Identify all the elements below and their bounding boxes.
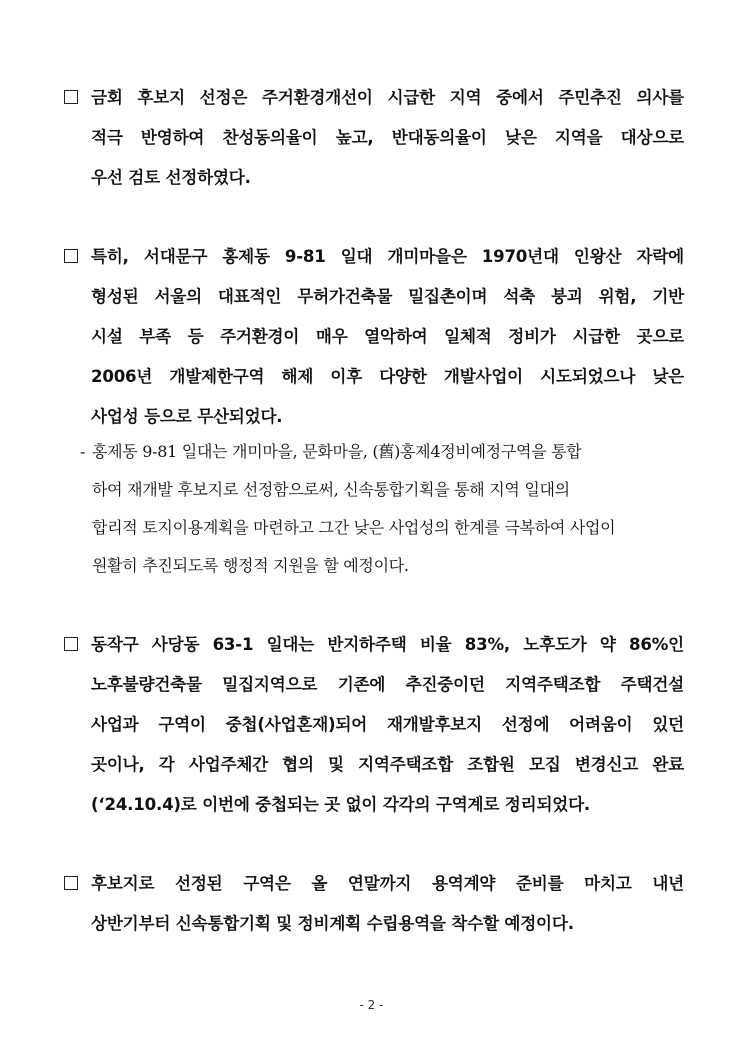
section-4-text-1: 후보지로 선정된 구역은 올 연말까지 용역계약 준비를 마치고 내년	[91, 874, 684, 893]
section-3-line-3	[64, 705, 684, 745]
section-1-text-2: 적극 반영하여 찬성동의율이 높고, 반대동의율이 낮은 지역을 대상으로	[91, 128, 684, 147]
section-2-line-2	[64, 277, 684, 317]
sub-line-3	[80, 509, 684, 547]
section-2-sub-item	[80, 433, 684, 585]
section-4-line-2	[64, 904, 684, 944]
section-3-line-4	[64, 745, 684, 785]
section-1-line-2	[64, 118, 684, 158]
section-4	[64, 864, 684, 944]
section-2	[64, 237, 684, 437]
sub-text-1: 홍제동 9-81 일대는 개미마을, 문화마을, (舊)홍제4정비예정구역을 통합	[92, 442, 582, 461]
section-2-text-2: 형성된 서울의 대표적인 무허가건축물 밀집촌이며 석축 붕괴 위험, 기반	[91, 287, 684, 306]
checkbox-bullet-icon	[64, 637, 78, 651]
section-3-text-2: 노후불량건축물 밀집지역으로 기존에 추진중이던 지역주택조합 주택건설	[91, 675, 684, 694]
section-2-line-5	[64, 397, 684, 437]
sub-text-4: 원활히 추진되도록 행정적 지원을 할 예정이다.	[92, 556, 409, 575]
section-3-line-2	[64, 665, 684, 705]
section-3-line-1	[64, 625, 684, 665]
section-2-text-1: 특히, 서대문구 홍제동 9-81 일대 개미마을은 1970년대 인왕산 자락에	[91, 247, 684, 266]
section-1-text-3: 우선 검토 선정하였다.	[91, 168, 251, 187]
checkbox-bullet-icon	[64, 90, 78, 104]
sub-line-4	[80, 547, 684, 585]
section-2-text-4: 2006년 개발제한구역 해제 이후 다양한 개발사업이 시도되었으나 낮은	[91, 367, 684, 386]
section-2-line-4	[64, 357, 684, 397]
section-3-text-3: 사업과 구역이 중첩(사업혼재)되어 재개발후보지 선정에 어려움이 있던	[91, 715, 684, 734]
section-2-text-5: 사업성 등으로 무산되었다.	[91, 407, 283, 426]
section-3-text-1: 동작구 사당동 63-1 일대는 반지하주택 비율 83%, 노후도가 약 86%인	[91, 635, 684, 654]
section-3-text-5: (‘24.10.4)로 이번에 중첩되는 곳 없이 각각의 구역계로 정리되었다.	[91, 795, 591, 814]
section-2-text-3: 시설 부족 등 주거환경이 매우 열악하여 일체적 정비가 시급한 곳으로	[91, 327, 684, 346]
section-3-text-4: 곳이나, 각 사업주체간 협의 및 지역주택조합 조합원 모집 변경신고 완료	[91, 755, 684, 774]
dash-bullet: -	[80, 442, 86, 461]
section-4-line-1	[64, 864, 684, 904]
section-1	[64, 78, 684, 198]
section-1-line-1	[64, 78, 684, 118]
page-number: - 2 -	[359, 998, 384, 1012]
sub-text-3: 합리적 토지이용계획을 마련하고 그간 낮은 사업성의 한계를 극복하여 사업이	[92, 518, 616, 537]
sub-text-2: 하여 재개발 후보지로 선정함으로써, 신속통합기획을 통해 지역 일대의	[92, 480, 570, 499]
section-3	[64, 625, 684, 825]
section-2-line-1	[64, 237, 684, 277]
checkbox-bullet-icon	[64, 249, 78, 263]
section-2-line-3	[64, 317, 684, 357]
section-1-line-3	[64, 158, 684, 198]
sub-line-2	[80, 471, 684, 509]
section-1-text-1: 금회 후보지 선정은 주거환경개선이 시급한 지역 중에서 주민추진 의사를	[91, 88, 684, 107]
section-3-line-5	[64, 785, 684, 825]
section-4-text-2: 상반기부터 신속통합기획 및 정비계획 수립용역을 착수할 예정이다.	[91, 914, 574, 933]
checkbox-bullet-icon	[64, 876, 78, 890]
sub-line-1	[80, 433, 684, 471]
